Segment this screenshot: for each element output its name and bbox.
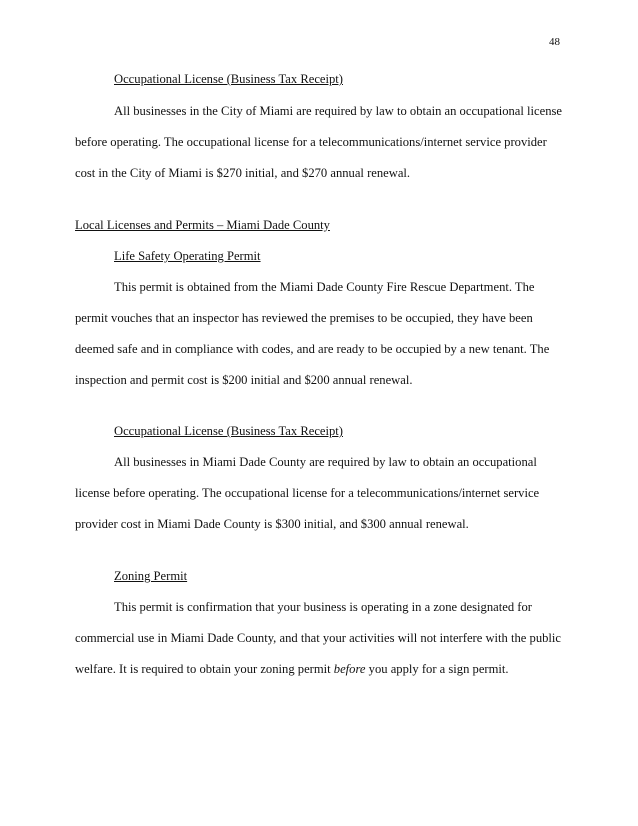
zoning-line-3-after: you apply for a sign permit. (365, 662, 509, 676)
county-occupational-line-1: All businesses in Miami Dade County are required by law to obtain an occupational (114, 455, 537, 469)
zoning-line-2: commercial use in Miami Dade County, and that your activities will not interfere with the public (75, 631, 562, 645)
county-occupational-license-heading: Occupational License (Business Tax Receipt) (114, 424, 343, 438)
life-safety-line-2: permit vouches that an inspector has reviewed the premises to be occupied, they have been (75, 311, 533, 325)
zoning-permit-heading: Zoning Permit (114, 569, 188, 583)
life-safety-heading: Life Safety Operating Permit (114, 249, 261, 263)
zoning-line-3-before: welfare. It is required to obtain your zoning permit (75, 662, 334, 676)
life-safety-line-1: This permit is obtained from the Miami Dade County Fire Rescue Department. The (114, 280, 535, 294)
life-safety-line-4: inspection and permit cost is $200 initial and $200 annual renewal. (75, 373, 413, 387)
city-occupational-line-1: All businesses in the City of Miami are required by law to obtain an occupational license (114, 104, 563, 118)
county-occupational-line-2: license before operating. The occupational license for a telecommunications/internet service (75, 486, 540, 500)
county-licenses-heading: Local Licenses and Permits – Miami Dade County (75, 218, 330, 232)
zoning-line-3 (75, 662, 509, 677)
city-occupational-license-heading: Occupational License (Business Tax Receipt) (114, 72, 343, 86)
life-safety-line-3: deemed safe and in compliance with codes, and are ready to be occupied by a new tenant. The (75, 342, 550, 356)
zoning-line-1: This permit is confirmation that your business is operating in a zone designated for (114, 600, 532, 614)
county-occupational-line-3: provider cost in Miami Dade County is $300 initial, and $300 annual renewal. (75, 517, 469, 531)
page-number: 48 (549, 36, 560, 48)
city-occupational-line-2: before operating. The occupational license for a telecommunications/internet service provider (75, 135, 547, 149)
zoning-emphasis-before: before (333, 662, 366, 676)
city-occupational-line-3: cost in the City of Miami is $270 initial, and $270 annual renewal. (75, 166, 411, 180)
